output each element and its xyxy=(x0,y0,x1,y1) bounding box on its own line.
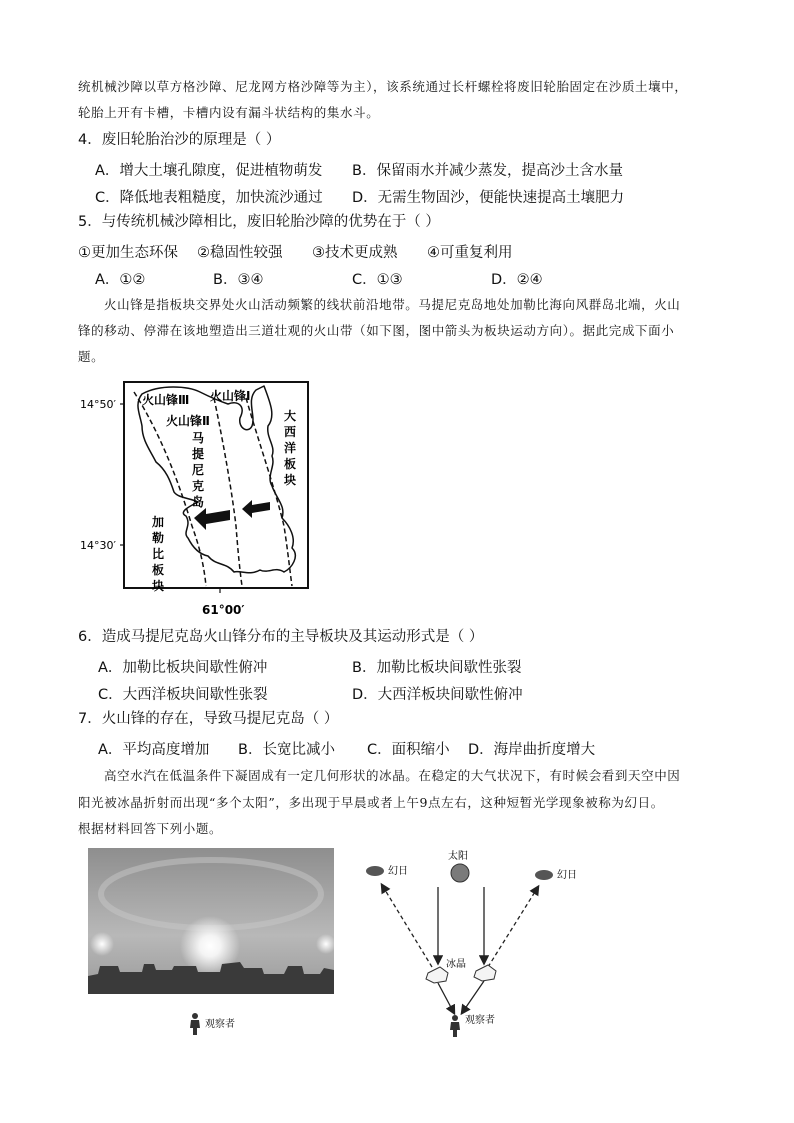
caribbean-label-char-1: 加 xyxy=(152,515,165,529)
sundog-text-line-3: 根据材料回答下列小题。 xyxy=(78,821,223,836)
island-label-char-2: 提 xyxy=(192,447,205,461)
lat-label-bottom: 14°30′ xyxy=(80,539,116,552)
question-4-option-a[interactable]: A．增大土壤孔隙度，促进植物萌发 xyxy=(95,163,323,179)
intro-line-1: 统机械沙障以草方格沙障、尼龙网方格沙障等为主），该系统通过长杆螺栓将废旧轮胎固定在沙质土壤中， xyxy=(78,79,688,94)
question-6-option-a[interactable]: A．加勒比板块间歇性俯冲 xyxy=(98,660,268,676)
observer-left-icon xyxy=(188,1012,202,1036)
question-6-stem: 6．造成马提尼克岛火山锋分布的主导板块及其运动形式是（ ） xyxy=(78,629,484,645)
atlantic-label-char-2: 西 xyxy=(284,425,297,439)
atlantic-plate-label xyxy=(284,408,296,487)
question-5-statement-4: ④可重复利用 xyxy=(427,245,513,261)
question-7-stem: 7．火山锋的存在，导致马提尼克岛（ ） xyxy=(78,711,339,727)
island-label-char-5: 岛 xyxy=(192,495,205,509)
question-5-statement-2: ②稳固性较强 xyxy=(197,245,283,261)
martinique-volcanic-front-map xyxy=(70,376,320,621)
volcanic-front-3-label: 火山锋Ⅲ xyxy=(142,393,190,407)
atlantic-label-char-5: 块 xyxy=(284,473,297,487)
virtual-ray-right xyxy=(488,887,538,967)
question-4-option-b[interactable]: B．保留雨水并减少蒸发，提高沙土含水量 xyxy=(352,163,623,179)
refracted-ray-right xyxy=(462,981,484,1013)
sundog-diagram xyxy=(350,845,610,1035)
right-sundog-label: 幻日 xyxy=(557,870,577,881)
volcano-text-line-3: 题。 xyxy=(78,349,105,364)
question-4-option-c[interactable]: C．降低地表粗糙度，加快流沙通过 xyxy=(95,190,323,206)
sundog-text-line-2: 阳光被冰晶折射而出现“多个太阳”，多出现于早晨或者上午9点左右，这种短暂光学现象被称为幻日。 xyxy=(78,795,664,810)
island-label-char-3: 尼 xyxy=(192,463,205,477)
question-7-option-c[interactable]: C．面积缩小 xyxy=(367,742,450,758)
virtual-ray-left xyxy=(382,885,432,967)
question-4-stem: 4．废旧轮胎治沙的原理是（ ） xyxy=(78,132,281,148)
left-sundog-label: 幻日 xyxy=(388,866,408,877)
question-4-option-d[interactable]: D．无需生物固沙，便能快速提高土壤肥力 xyxy=(352,190,625,206)
observer-right-icon xyxy=(448,1014,462,1038)
caribbean-plate-label xyxy=(151,514,164,593)
question-7-option-b[interactable]: B．长宽比减小 xyxy=(238,742,335,758)
question-7-option-a[interactable]: A．平均高度增加 xyxy=(98,742,210,758)
caribbean-label-char-5: 块 xyxy=(152,579,165,593)
island-label xyxy=(192,430,204,509)
ice-crystal-left xyxy=(426,967,448,983)
question-6-option-d[interactable]: D．大西洋板块间歇性俯冲 xyxy=(352,687,523,703)
volcano-text-line-1: 火山锋是指板块交界处火山活动频繁的线状前沿地带。马提尼克岛地处加勒比海向风群岛北端，火山 xyxy=(104,297,681,312)
island-label-char-4: 克 xyxy=(192,479,205,493)
sundog-text-line-1: 高空水汽在低温条件下凝固成有一定几何形状的冰晶。在稳定的大气状况下，有时候会看到天空中因 xyxy=(104,768,681,783)
atlantic-label-char-1: 大 xyxy=(284,409,297,423)
question-5-option-d[interactable]: D．②④ xyxy=(491,272,543,288)
question-5-statement-1: ①更加生态环保 xyxy=(78,245,178,261)
question-5-stem: 5．与传统机械沙障相比，废旧轮胎沙障的优势在于（ ） xyxy=(78,214,440,230)
volcanic-front-1-label: 火山锋Ⅰ xyxy=(210,389,251,403)
caribbean-label-char-2: 勒 xyxy=(152,531,165,545)
lon-label: 61°00′ xyxy=(202,603,245,617)
atlantic-label-char-4: 板 xyxy=(284,457,297,471)
question-5-option-a[interactable]: A．①② xyxy=(95,272,146,288)
caribbean-label-char-4: 板 xyxy=(152,563,165,577)
question-5-option-c[interactable]: C．①③ xyxy=(352,272,403,288)
lat-label-top: 14°50′ xyxy=(80,398,116,411)
right-sundog-icon xyxy=(535,870,553,880)
observer-left-label: 观察者 xyxy=(205,1019,235,1030)
caribbean-label-char-3: 比 xyxy=(152,547,165,561)
sundog-photo xyxy=(88,848,334,994)
refracted-ray-left xyxy=(438,983,454,1013)
ice-crystal-label: 冰晶 xyxy=(446,959,466,970)
volcano-text-line-2: 锋的移动、停滞在该地塑造出三道壮观的火山带（如下图，图中箭头为板块运动方向）。据此完成下面小 xyxy=(78,323,675,338)
volcanic-front-2-label: 火山锋Ⅱ xyxy=(166,414,210,428)
question-6-option-b[interactable]: B．加勒比板块间歇性张裂 xyxy=(352,660,522,676)
island-label-char-1: 马 xyxy=(192,431,205,445)
sun-icon xyxy=(451,864,469,882)
left-sundog-in-photo xyxy=(90,932,114,956)
question-7-option-d[interactable]: D．海岸曲折度增大 xyxy=(468,742,596,758)
atlantic-label-char-3: 洋 xyxy=(284,441,297,455)
ice-crystal-right xyxy=(474,965,496,981)
sun-label: 太阳 xyxy=(448,851,468,862)
observer-right-label: 观察者 xyxy=(465,1015,495,1026)
question-5-statement-3: ③技术更成熟 xyxy=(312,245,398,261)
left-sundog-icon xyxy=(366,866,384,876)
question-5-option-b[interactable]: B．③④ xyxy=(213,272,264,288)
question-6-option-c[interactable]: C．大西洋板块间歇性张裂 xyxy=(98,687,268,703)
intro-line-2: 轮胎上开有卡槽，卡槽内设有漏斗状结构的集水斗。 xyxy=(78,105,380,120)
